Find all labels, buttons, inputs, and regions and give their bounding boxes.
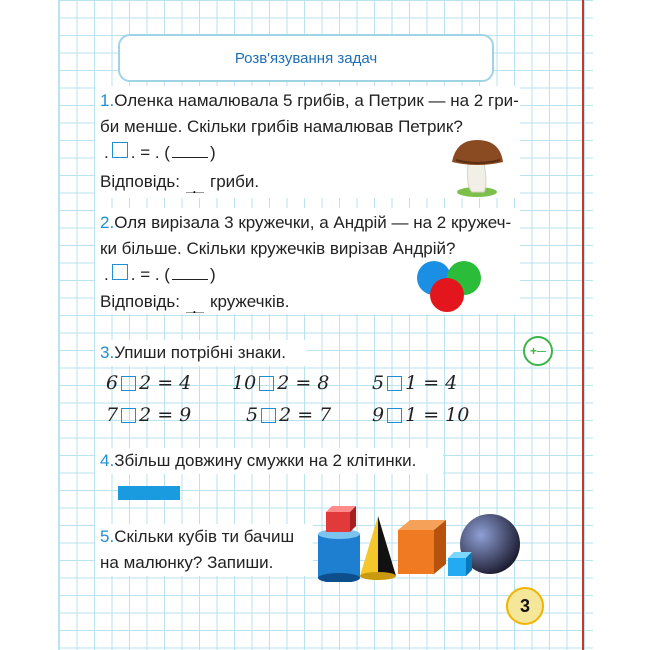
task-2-answer-box[interactable] — [186, 290, 204, 313]
task-5-text — [100, 524, 294, 576]
section-title — [118, 34, 494, 82]
equation-1-box[interactable] — [121, 376, 136, 391]
task-2-unit-blank[interactable] — [172, 267, 208, 280]
task-4-text — [100, 448, 416, 474]
equation-2-box[interactable] — [259, 376, 274, 391]
equation-2-b: 2 = 8 — [277, 372, 330, 394]
task-1-number: 1. — [100, 91, 115, 110]
task-2-sign-box[interactable] — [112, 264, 128, 280]
task-5-line-2: на малюнку? Запиши. — [100, 553, 274, 572]
page-number-text: 3 — [519, 595, 530, 616]
task-2-text — [100, 210, 511, 262]
shapes-illustration — [314, 506, 524, 582]
blue-strip[interactable] — [118, 486, 180, 500]
task-2-answer — [100, 290, 290, 313]
equation-2-a: 10 — [232, 372, 257, 394]
equation-4-a: 7 — [106, 404, 119, 426]
equation-6 — [372, 404, 469, 426]
plus-minus-badge — [523, 336, 553, 366]
equation-3-a: 5 — [372, 372, 385, 394]
equation-5-box[interactable] — [261, 408, 276, 423]
task-2-number: 2. — [100, 213, 115, 232]
task-2-formula: . . = . ( ) — [104, 265, 216, 284]
equation-4 — [106, 404, 191, 426]
task-1-answer-unit: гриби. — [210, 171, 260, 191]
circles-icon — [414, 258, 486, 314]
task-4-number: 4. — [100, 451, 115, 470]
task-3-number: 3. — [100, 343, 115, 362]
task-1-line-2: би менше. Скільки грибів намалював Петрик? — [100, 117, 463, 136]
equation-1-a: 6 — [106, 372, 119, 394]
task-1-eq: = — [140, 143, 151, 162]
equation-3-box[interactable] — [387, 376, 402, 391]
task-2-open: ( — [164, 265, 170, 284]
equation-1-b: 2 = 4 — [139, 372, 192, 394]
task-2-answer-label: Відповідь: — [100, 291, 181, 311]
task-1-answer-label: Відповідь: — [100, 171, 181, 191]
equation-5 — [246, 404, 331, 426]
task-4-instruction: Збільш довжину смужки на 2 клітинки. — [114, 451, 417, 470]
task-1-formula: . . = . ( ) — [104, 143, 216, 162]
section-title-text: Розв'язування задач — [234, 49, 378, 67]
equation-4-box[interactable] — [121, 408, 136, 423]
task-5-number: 5. — [100, 527, 115, 546]
task-3-instruction: Упиши потрібні знаки. — [114, 343, 287, 362]
task-2-answer-unit: кружечків. — [210, 291, 290, 311]
margin-line — [582, 0, 584, 650]
badge-minus: — — [537, 346, 546, 356]
task-2-close: ) — [209, 265, 216, 284]
equation-2 — [232, 372, 329, 394]
equation-3-b: 1 = 4 — [405, 372, 458, 394]
task-1-line-1: Оленка намалювала 5 грибів, а Петрик — на 2 гри- — [114, 91, 519, 110]
task-1-close: ) — [209, 143, 216, 162]
task-1-sign-box[interactable] — [112, 142, 128, 158]
task-2-eq: = — [140, 265, 151, 284]
task-1-answer — [100, 170, 259, 193]
page-number — [506, 587, 544, 625]
task-5-line-1: Скільки кубів ти бачиш — [114, 527, 295, 546]
equation-6-box[interactable] — [387, 408, 402, 423]
task-1-open: ( — [164, 143, 170, 162]
task-2-line-2: ки більше. Скільки кружечків вирізав Андрій? — [100, 239, 456, 258]
task-1-unit-blank[interactable] — [172, 145, 208, 158]
task-1-answer-box[interactable] — [186, 170, 204, 193]
task-3-text — [100, 340, 286, 366]
task-2-line-1: Оля вирізала 3 кружечки, а Андрій — на 2 кружеч- — [114, 213, 512, 232]
equation-4-b: 2 = 9 — [139, 404, 192, 426]
equation-5-a: 5 — [246, 404, 259, 426]
badge-plus: + — [529, 344, 537, 358]
equation-5-b: 2 = 7 — [279, 404, 332, 426]
equation-1 — [106, 372, 191, 394]
equation-6-b: 1 = 10 — [405, 404, 470, 426]
task-1-text — [100, 88, 519, 140]
mushroom-icon — [448, 136, 506, 198]
equation-6-a: 9 — [372, 404, 385, 426]
equation-3 — [372, 372, 457, 394]
